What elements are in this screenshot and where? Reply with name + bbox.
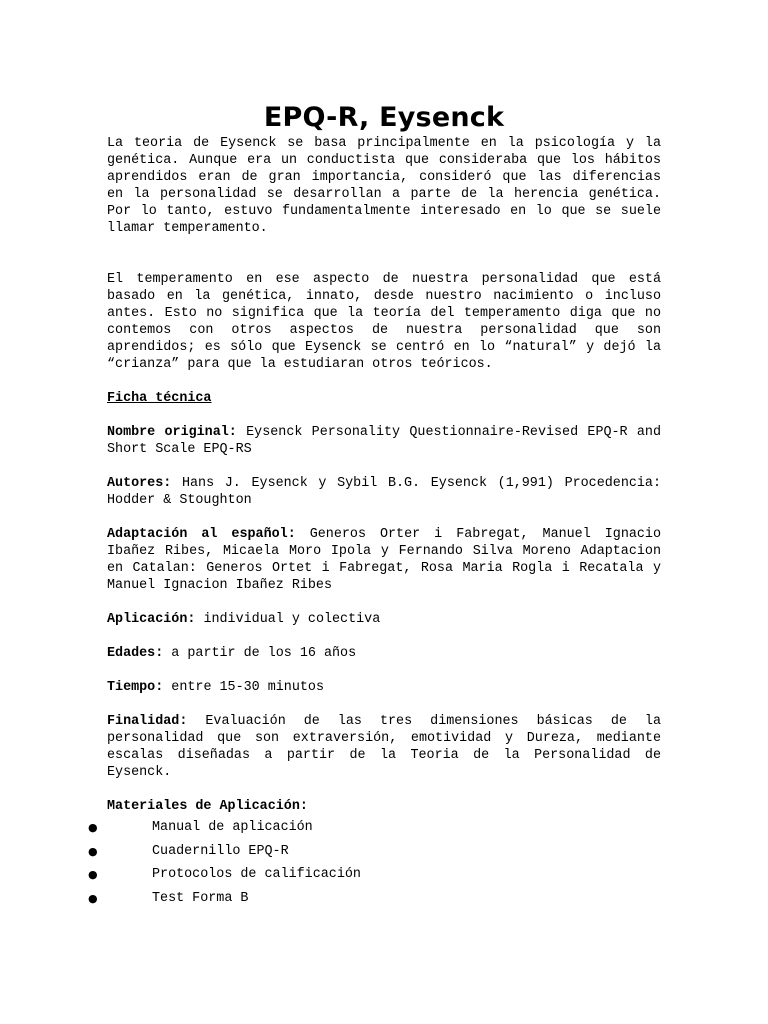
temperament-paragraph: El temperamento en ese aspecto de nuestra personalidad que está basado en la genética, innato, desde nuestro nacimiento o incluso antes. Esto no significa que la teoría del temperamento diga que no contemos con otros aspectos de nuestra personalidad que son aprendidos; es sólo que Eysenck se centró en lo “natural” y dejó la “crianza” para que la estudiaran otros teóricos. — [107, 272, 661, 372]
field-value: Eysenck Personality Questionnaire-Revised EPQ-R and Short Scale EPQ-RS — [107, 425, 661, 457]
field-time: Tiempo: entre 15-30 minutos — [107, 680, 324, 695]
field-label: Tiempo — [107, 680, 156, 695]
bullet-icon: ● — [88, 868, 98, 881]
field-value: Evaluación de las tres dimensiones básicas de la personalidad que son extraversión, emotividad y Dureza, mediante escalas diseñadas a partir de la Teoria de la Personalidad de Eysenck. — [107, 714, 661, 780]
list-item-text: Protocolos de calificación — [152, 867, 361, 882]
field-value: entre 15-30 minutos — [163, 680, 324, 695]
field-label: Edades — [107, 646, 156, 661]
list-item — [88, 843, 661, 860]
field-label: Adaptación al español — [107, 527, 288, 542]
field-value: individual y colectiva — [195, 612, 381, 627]
field-purpose: Finalidad: Evaluación de las tres dimensiones básicas de la personalidad que son extraversión, emotividad y Dureza, mediante escalas diseñadas a partir de la Teoria de la Personalidad de Eysenck. — [107, 714, 661, 780]
list-item — [88, 890, 661, 907]
document-body — [88, 135, 661, 913]
field-ages: Edades: a partir de los 16 años — [107, 646, 357, 661]
list-item-text: Manual de aplicación — [152, 820, 313, 835]
list-item-text: Cuadernillo EPQ-R — [152, 843, 289, 859]
field-value: a partir de los 16 años — [163, 646, 357, 661]
list-item — [88, 866, 661, 883]
field-adaptation: Adaptación al español: Generos Orter i Fabregat, Manuel Ignacio Ibañez Ribes, Micaela Moro Ipola y Fernando Silva Moreno Adaptacion en Catalan: Generos Ortet i Fabregat, Rosa Maria Rogla i Recatala y Manuel Ignacion Ibañez Ribes — [107, 527, 661, 593]
list-item-text: Test Forma B — [152, 890, 249, 906]
materials-heading-text: Materiales de Aplicación: — [107, 799, 308, 814]
list-item — [88, 819, 661, 836]
field-application: Aplicación: individual y colectiva — [107, 612, 381, 627]
field-label: Nombre original — [107, 425, 229, 440]
bullet-icon: ● — [88, 821, 98, 834]
intro-paragraph: La teoria de Eysenck se basa principalmente en la psicología y la genética. Aunque era un conductista que consideraba que los hábitos aprendidos eran de gran importancia, consideró que las diferencias en la personalidad se desarrollan a parte de la herencia genética. Por lo tanto, estuvo fundamentalmente interesado en lo que se suele llamar temperamento. — [107, 136, 661, 236]
field-label: Finalidad — [107, 714, 180, 729]
document-title: EPQ-R, Eysenck — [263, 102, 505, 133]
field-value: Hans J. Eysenck y Sybil B.G. Eysenck (1,991) Procedencia: Hodder & Stoughton — [107, 476, 661, 508]
field-value: Generos Orter i Fabregat, Manuel Ignacio Ibañez Ribes, Micaela Moro Ipola y Fernando Silva Moreno Adaptacion en Catalan: Generos Ortet i Fabregat, Rosa Maria Rogla i Recatala y Manuel Ignacion Ibañez Ribes — [107, 527, 661, 593]
materials-list — [88, 819, 661, 907]
materials-heading — [107, 798, 661, 815]
bullet-icon: ● — [88, 844, 98, 858]
field-label: Aplicación — [107, 612, 188, 627]
field-authors: Autores: Hans J. Eysenck y Sybil B.G. Eysenck (1,991) Procedencia: Hodder & Stoughton — [107, 476, 661, 508]
section-heading-text: Ficha técnica — [107, 391, 212, 406]
field-label: Autores — [107, 476, 164, 491]
field-original-name: Nombre original: Eysenck Personality Questionnaire-Revised EPQ-R and Short Scale EPQ-RS — [107, 425, 661, 457]
section-heading — [107, 390, 661, 407]
bullet-icon: ● — [88, 891, 98, 905]
